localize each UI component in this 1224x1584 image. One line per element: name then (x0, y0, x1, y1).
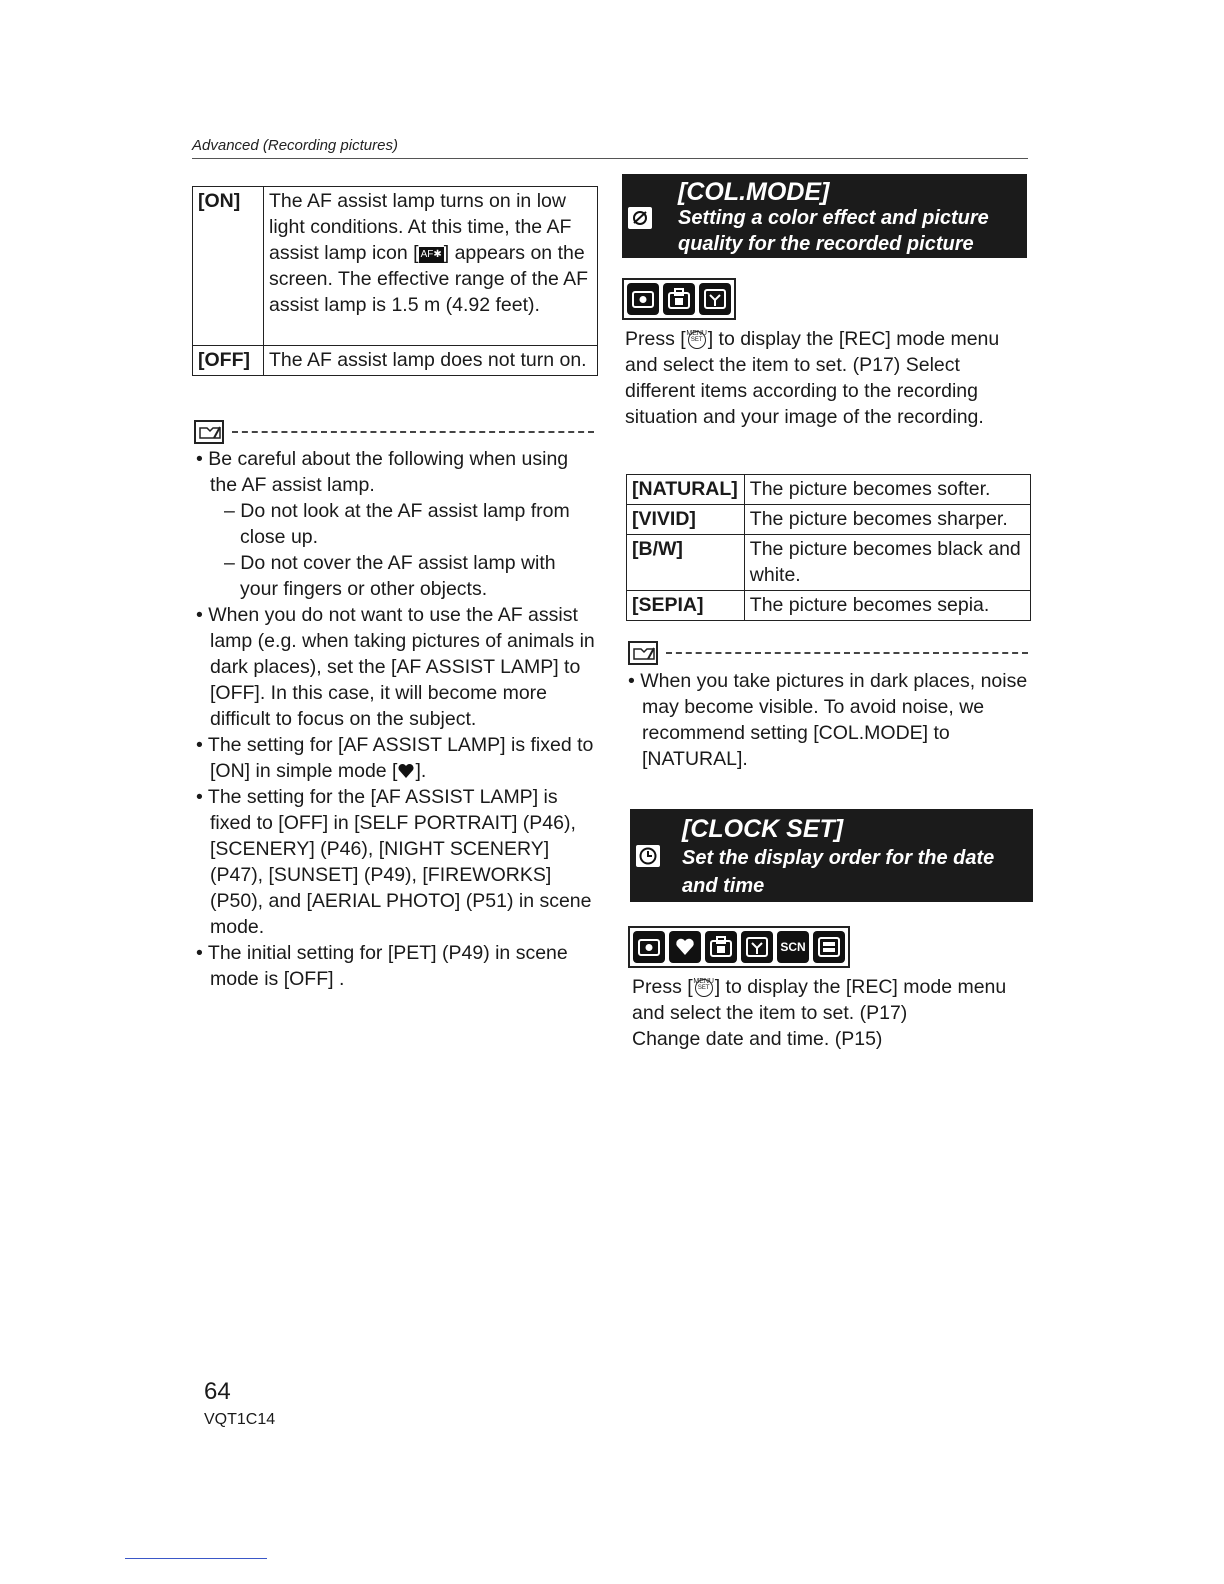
tulip-mode-icon (699, 283, 731, 315)
table-desc: The picture becomes softer. (744, 475, 1030, 505)
table-row (627, 535, 1031, 591)
note-separator (194, 420, 594, 444)
menu-set-button-icon: MENU SET (686, 327, 708, 349)
clockset-title: [CLOCK SET] (682, 815, 844, 843)
clockset-mode-icons (628, 926, 850, 968)
clockset-banner (630, 809, 1033, 902)
clockset-line2: Change date and time. (P15) (632, 1028, 883, 1050)
list-item: • When you take pictures in dark places, noise may become visible. To avoid noise, we recommend setting [COL.MODE] to [NATURAL]. (628, 670, 1028, 770)
table-row (627, 505, 1031, 535)
heart-mode-icon (669, 931, 701, 963)
bottom-rule (125, 1558, 267, 1559)
model-code: VQT1C14 (204, 1411, 276, 1428)
camera-mode-icon (627, 283, 659, 315)
page-number: 64 (204, 1378, 231, 1405)
list-item: • The setting for [AF ASSIST LAMP] is fixed to [ON] in simple mode [ ]. (196, 734, 594, 782)
list-item: • The initial setting for [PET] (P49) in scene mode is [OFF] . (196, 942, 568, 990)
clockset-subtitle-1: Set the display order for the date (682, 847, 995, 869)
note-separator (628, 641, 1028, 665)
table-desc: The AF assist lamp does not turn on. (264, 346, 598, 376)
table-key: [B/W] (627, 535, 745, 591)
table-desc: The picture becomes sharper. (744, 505, 1030, 535)
list-item: • When you do not want to use the AF assist lamp (e.g. when taking pictures of animals in dark places), set the [AF ASSIST LAMP] to [OFF]. In this case, it will become more difficult to focus on the subject. (196, 604, 595, 730)
colmode-title: [COL.MODE] (678, 178, 830, 206)
table-key: [ON] (193, 187, 264, 346)
table-desc: The picture becomes sepia. (744, 591, 1030, 621)
clockset-subtitle-2: and time (682, 875, 765, 897)
note-book-icon (628, 641, 658, 665)
af-lamp-table (192, 186, 598, 376)
macro-mode-icon (705, 931, 737, 963)
tulip-mode-icon (741, 931, 773, 963)
af-notes (194, 446, 596, 992)
table-key: [VIVID] (627, 505, 745, 535)
note-book-icon (194, 420, 224, 444)
macro-mode-icon (663, 283, 695, 315)
menu-set-button-icon: MENU SET (693, 975, 715, 997)
list-item: • Be careful about the following when using the AF assist lamp. (196, 448, 569, 496)
colmode-subtitle-2: quality for the recorded picture (678, 233, 974, 255)
table-row (193, 346, 598, 376)
table-row (627, 591, 1031, 621)
colmode-subtitle-1: Setting a color effect and picture (678, 207, 989, 229)
colmode-table (626, 474, 1031, 621)
heart-icon (397, 758, 415, 784)
table-key: [OFF] (193, 346, 264, 376)
movie-mode-icon (813, 931, 845, 963)
color-palette-icon (628, 207, 652, 229)
table-key: [SEPIA] (627, 591, 745, 621)
colmode-mode-icons (622, 278, 736, 320)
table-row (193, 187, 598, 346)
colmode-banner (622, 174, 1027, 258)
clock-icon (636, 845, 660, 867)
table-key: [NATURAL] (627, 475, 745, 505)
header-divider (192, 158, 1028, 159)
list-item: • The setting for the [AF ASSIST LAMP] is fixed to [OFF] in [SELF PORTRAIT] (P46), [SCENERY] (P46), [NIGHT SCENERY] (P47), [SUNSET] (P49), [FIREWORKS] (P50), and [AERIAL PHOTO] (P51) in scene mode. (196, 786, 592, 938)
list-item: – Do not cover the AF assist lamp with your fingers or other objects. (224, 552, 556, 600)
table-desc: The AF assist lamp turns on in low light conditions. At this time, the AF assist lamp icon [ AF✱ ] appears on the screen. The effective range of the AF assist lamp is 1.5 m (4.92 feet). (264, 187, 598, 346)
clockset-instructions: Press [ MENU SET ] to display the [REC] mode menu and select the item to set. (P17) Change date and time. (P15) (632, 974, 1032, 1052)
table-row (627, 475, 1031, 505)
scene-mode-icon: SCN (777, 931, 809, 963)
page-header: Advanced (Recording pictures) (192, 137, 398, 154)
list-item: – Do not look at the AF assist lamp from close up. (224, 500, 570, 548)
colmode-instructions: Press [ MENU SET ] to display the [REC] mode menu and select the item to set. (P17) Select different items according to the recording situation and your image of the recording. (625, 328, 1000, 428)
table-desc: The picture becomes black and white. (744, 535, 1030, 591)
colmode-notes (626, 668, 1030, 772)
af-assist-icon: AF✱ (419, 247, 444, 263)
camera-mode-icon (633, 931, 665, 963)
